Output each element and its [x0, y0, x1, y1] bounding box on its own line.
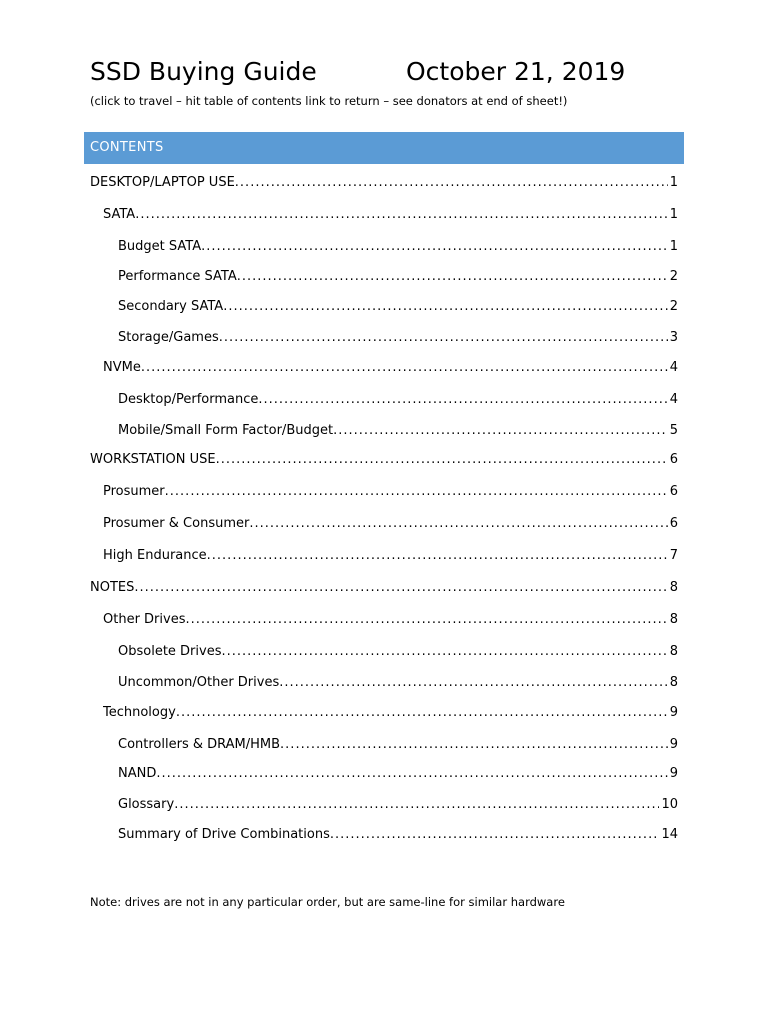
toc-entry-label: Budget SATA	[118, 239, 202, 254]
toc-page-number: 10	[661, 797, 678, 812]
toc-page-number: 8	[669, 580, 678, 595]
toc-page-number: 9	[669, 766, 678, 781]
toc-dot-leader	[134, 578, 667, 598]
toc-dot-leader	[174, 795, 659, 815]
toc-dot-leader	[221, 642, 667, 662]
toc-link-other-drives[interactable]	[103, 610, 678, 630]
toc-page-number: 3	[669, 330, 678, 345]
toc-entry-label: Other Drives	[103, 612, 186, 627]
toc-dot-leader	[141, 358, 668, 378]
toc-dot-leader	[223, 297, 668, 317]
toc-entry-label: Storage/Games	[118, 330, 219, 345]
toc-entry-label: Summary of Drive Combinations	[118, 827, 330, 842]
toc-dot-leader	[216, 450, 668, 470]
toc-link-performance-sata[interactable]	[118, 267, 678, 287]
toc-dot-leader	[207, 546, 668, 566]
toc-link-mobile-small-form-factor-budget[interactable]	[118, 421, 678, 441]
toc-dot-leader	[333, 421, 668, 441]
toc-page-number: 1	[669, 175, 678, 190]
contents-heading-bar	[84, 132, 684, 164]
toc-entry-label: Technology	[103, 705, 176, 720]
toc-page-number: 4	[669, 360, 678, 375]
toc-link-prosumer[interactable]	[103, 482, 678, 502]
contents-heading: CONTENTS	[90, 140, 164, 155]
toc-entry-label: High Endurance	[103, 548, 207, 563]
toc-dot-leader	[165, 482, 668, 502]
toc-dot-leader	[280, 735, 668, 755]
toc-link-workstation-use[interactable]	[90, 450, 678, 470]
footnote: Note: drives are not in any particular order, but are same-line for similar hardware	[90, 895, 565, 909]
toc-entry-label: Prosumer & Consumer	[103, 516, 250, 531]
toc-entry-label: Mobile/Small Form Factor/Budget	[118, 423, 334, 438]
toc-dot-leader	[258, 390, 667, 410]
toc-dot-leader	[201, 237, 668, 257]
toc-link-prosumer-and-consumer[interactable]	[103, 514, 678, 534]
toc-page-number: 6	[669, 452, 678, 467]
toc-page-number: 6	[669, 484, 678, 499]
toc-dot-leader	[237, 267, 668, 287]
toc-page-number: 2	[669, 269, 678, 284]
toc-page-number: 14	[661, 827, 678, 842]
toc-link-desktop-laptop-use[interactable]	[90, 173, 678, 193]
toc-dot-leader	[185, 610, 667, 630]
toc-link-nand[interactable]	[118, 764, 678, 784]
toc-entry-label: NAND	[118, 766, 157, 781]
toc-dot-leader	[156, 764, 667, 784]
toc-page-number: 9	[669, 737, 678, 752]
toc-entry-label: Uncommon/Other Drives	[118, 675, 280, 690]
toc-dot-leader	[176, 703, 668, 723]
toc-link-secondary-sata[interactable]	[118, 297, 678, 317]
toc-entry-label: SATA	[103, 207, 136, 222]
toc-link-budget-sata[interactable]	[118, 237, 678, 257]
toc-link-summary-of-drive-combinations[interactable]	[118, 825, 678, 845]
toc-link-obsolete-drives[interactable]	[118, 642, 678, 662]
toc-entry-label: Secondary SATA	[118, 299, 224, 314]
toc-entry-label: Obsolete Drives	[118, 644, 222, 659]
toc-dot-leader	[279, 673, 667, 693]
document-date: October 21, 2019	[406, 57, 626, 86]
toc-page-number: 8	[669, 612, 678, 627]
toc-entry-label: Desktop/Performance	[118, 392, 259, 407]
toc-link-technology[interactable]	[103, 703, 678, 723]
toc-entry-label: Controllers & DRAM/HMB	[118, 737, 281, 752]
toc-link-desktop-performance[interactable]	[118, 390, 678, 410]
toc-entry-label: WORKSTATION USE	[90, 452, 216, 467]
toc-page-number: 6	[669, 516, 678, 531]
toc-entry-label: Prosumer	[103, 484, 165, 499]
toc-entry-label: Glossary	[118, 797, 175, 812]
toc-page-number: 9	[669, 705, 678, 720]
toc-page-number: 4	[669, 392, 678, 407]
toc-dot-leader	[249, 514, 667, 534]
toc-dot-leader	[330, 825, 660, 845]
document-subtitle: (click to travel – hit table of contents link to return – see donators at end of sheet!)	[90, 94, 568, 108]
toc-entry-label: DESKTOP/LAPTOP USE	[90, 175, 235, 190]
toc-entry-label: Performance SATA	[118, 269, 237, 284]
toc-link-sata[interactable]	[103, 205, 678, 225]
toc-link-uncommon-other-drives[interactable]	[118, 673, 678, 693]
toc-page-number: 2	[669, 299, 678, 314]
toc-link-notes[interactable]	[90, 578, 678, 598]
document-title: SSD Buying Guide	[90, 57, 317, 86]
toc-link-glossary[interactable]	[118, 795, 678, 815]
toc-page-number: 8	[669, 675, 678, 690]
toc-link-nvme[interactable]	[103, 358, 678, 378]
toc-dot-leader	[235, 173, 668, 193]
toc-page-number: 5	[669, 423, 678, 438]
toc-page-number: 7	[669, 548, 678, 563]
toc-link-high-endurance[interactable]	[103, 546, 678, 566]
toc-dot-leader	[219, 328, 668, 348]
toc-dot-leader	[135, 205, 668, 225]
toc-page-number: 1	[669, 239, 678, 254]
toc-link-storage-games[interactable]	[118, 328, 678, 348]
toc-entry-label: NOTES	[90, 580, 135, 595]
toc-page-number: 1	[669, 207, 678, 222]
toc-entry-label: NVMe	[103, 360, 141, 375]
toc-link-controllers-dram-hmb[interactable]	[118, 735, 678, 755]
toc-page-number: 8	[669, 644, 678, 659]
